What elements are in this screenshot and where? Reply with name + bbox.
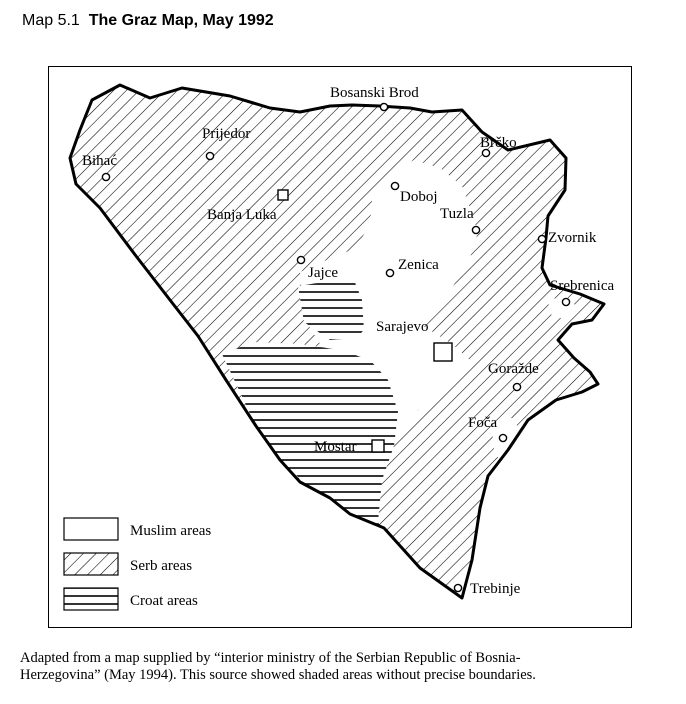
label-doboj: Doboj xyxy=(400,189,438,205)
legend-swatch-muslim xyxy=(64,518,118,540)
city-marker-banja-luka xyxy=(278,190,288,200)
label-srebrenica: Srebrenica xyxy=(550,278,615,294)
legend-label-muslim: Muslim areas xyxy=(130,523,212,539)
town-marker-jajce xyxy=(297,256,304,263)
town-marker-bihac xyxy=(102,173,109,180)
town-marker-tuzla xyxy=(472,226,479,233)
label-sarajevo: Sarajevo xyxy=(376,319,429,335)
label-trebinje: Trebinje xyxy=(470,581,521,597)
city-marker-mostar xyxy=(372,440,384,452)
city-marker-sarajevo xyxy=(434,343,452,361)
town-marker-foca xyxy=(499,434,506,441)
town-marker-bosanski-brod xyxy=(380,103,387,110)
map-caption xyxy=(20,650,670,684)
town-marker-srebrenica xyxy=(562,298,569,305)
town-marker-doboj xyxy=(391,182,398,189)
label-tuzla: Tuzla xyxy=(440,206,474,222)
label-bihac: Bihać xyxy=(82,153,117,169)
town-marker-trebinje xyxy=(454,584,461,591)
legend-label-croat: Croat areas xyxy=(130,593,198,609)
town-marker-zenica xyxy=(386,269,393,276)
label-banja-luka: Banja Luka xyxy=(207,207,277,223)
label-foca: Foča xyxy=(468,415,498,431)
label-bosanski-brod: Bosanski Brod xyxy=(330,85,419,101)
label-jajce: Jajce xyxy=(308,265,338,281)
map-name: The Graz Map, May 1992 xyxy=(88,12,274,29)
label-mostar: Mostar xyxy=(314,439,357,455)
town-marker-zvornik xyxy=(538,235,545,242)
label-zenica: Zenica xyxy=(398,257,439,273)
town-marker-gorazde xyxy=(513,383,520,390)
caption-line-2: Herzegovina” (May 1994). This source showed shaded areas without precise boundaries. xyxy=(20,667,536,683)
label-prijedor: Prijedor xyxy=(202,126,251,142)
legend-swatch-croat xyxy=(64,588,118,610)
legend xyxy=(64,518,211,610)
map-number: Map 5.1 xyxy=(22,12,80,29)
label-brcko: Brčko xyxy=(480,135,517,151)
label-gorazde: Goražde xyxy=(488,361,539,377)
caption-line-1: Adapted from a map supplied by “interior ministry of the Serbian Republic of Bosnia- xyxy=(20,650,521,666)
legend-label-serb: Serb areas xyxy=(130,558,193,574)
town-marker-prijedor xyxy=(206,152,213,159)
label-zvornik: Zvornik xyxy=(548,230,597,246)
legend-swatch-serb xyxy=(64,553,118,575)
